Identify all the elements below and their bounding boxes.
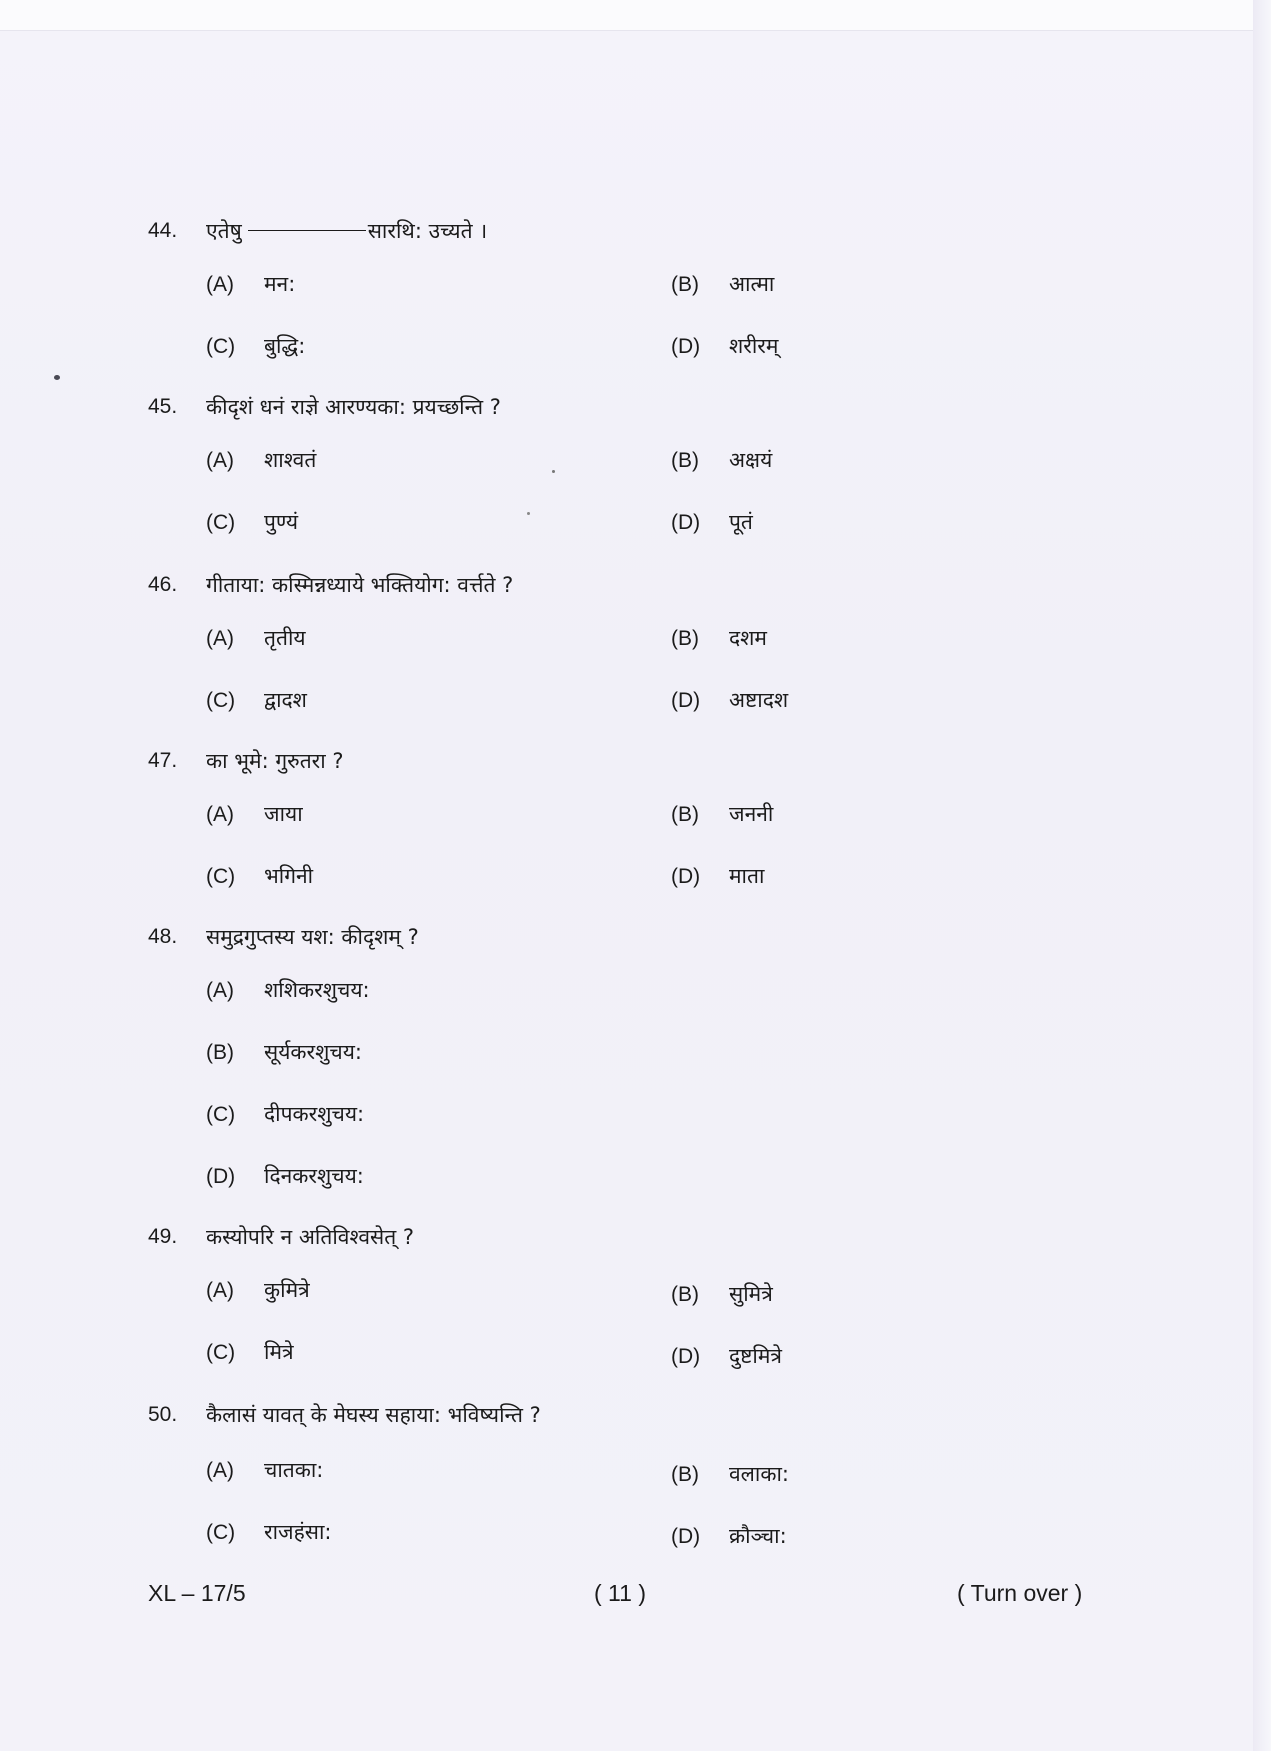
option-text: शरीरम् — [729, 334, 779, 358]
option-text: अष्टादश — [729, 688, 789, 712]
page-number: ( 11 ) — [594, 1580, 646, 1606]
scan-speck — [54, 375, 60, 380]
option-a — [206, 446, 316, 474]
scan-right-edge — [1253, 0, 1271, 1751]
option-b — [671, 270, 774, 298]
option-text: माता — [729, 864, 765, 888]
option-a — [206, 976, 370, 1004]
option-letter: (D) — [671, 1345, 701, 1368]
option-text: सूर्यकरशुचय: — [264, 1040, 362, 1064]
option-letter: (B) — [671, 449, 699, 472]
question-text: कीदृशं धनं राज्ञे आरण्यका: प्रयच्छन्ति ? — [206, 395, 501, 419]
option-letter: (A) — [206, 273, 234, 296]
option-text: सुमित्रे — [729, 1282, 773, 1306]
option-b — [671, 1460, 789, 1488]
footer-code: XL – 17/5 — [148, 1580, 246, 1606]
option-text: जाया — [264, 802, 303, 826]
question-number: 46. — [148, 573, 178, 596]
option-letter: (C) — [206, 865, 236, 888]
option-text: दशम — [729, 626, 767, 650]
option-d — [671, 1522, 787, 1550]
option-text: दुष्टमित्रे — [729, 1344, 783, 1368]
question-text: गीताया: कस्मिन्नध्याये भक्तियोग: वर्त्तते ? — [206, 573, 514, 597]
question-number: 45. — [148, 395, 178, 418]
option-c — [206, 862, 313, 890]
option-b — [671, 800, 773, 828]
question-text: का भूमे: गुरुतरा ? — [206, 749, 344, 773]
option-text: दिनकरशुचय: — [264, 1164, 364, 1188]
question-number: 50. — [148, 1403, 178, 1426]
question-text-before-blank: एतेषु — [206, 219, 242, 243]
option-letter: (C) — [206, 335, 236, 358]
option-letter: (C) — [206, 1521, 236, 1544]
option-text: शाश्वतं — [264, 448, 317, 472]
option-text: भगिनी — [264, 864, 314, 888]
option-letter: (A) — [206, 627, 234, 650]
question-text-after-blank: सारथि: उच्यते । — [367, 219, 488, 243]
option-letter: (D) — [671, 335, 701, 358]
option-letter: (D) — [671, 511, 701, 534]
option-text: मित्रे — [264, 1340, 294, 1364]
option-c — [206, 686, 307, 714]
option-b — [671, 624, 767, 652]
option-c — [206, 1100, 364, 1128]
scan-top-strip — [0, 0, 1271, 31]
option-letter: (A) — [206, 979, 234, 1002]
option-text: राजहंसा: — [264, 1520, 332, 1544]
option-text: तृतीय — [264, 626, 306, 650]
turn-over-label: ( Turn over ) — [957, 1580, 1083, 1606]
option-text: वलाका: — [729, 1462, 789, 1486]
option-letter: (A) — [206, 1459, 234, 1482]
option-a — [206, 270, 295, 298]
question-number: 48. — [148, 925, 178, 948]
option-letter: (B) — [671, 627, 699, 650]
question-text: कस्योपरि न अतिविश्वसेत् ? — [206, 1225, 415, 1249]
option-letter: (D) — [671, 865, 701, 888]
option-text: द्वादश — [264, 688, 307, 712]
question-number: 44. — [148, 219, 178, 242]
option-letter: (A) — [206, 449, 234, 472]
option-letter: (C) — [206, 689, 236, 712]
option-letter: (C) — [206, 1103, 236, 1126]
scan-speck — [527, 512, 530, 515]
option-letter: (B) — [206, 1041, 234, 1064]
option-d — [671, 1342, 782, 1370]
option-b — [206, 1038, 362, 1066]
option-text: क्रौञ्चा: — [729, 1524, 787, 1548]
scan-speck — [552, 470, 555, 473]
option-letter: (B) — [671, 1283, 699, 1306]
question-text: समुद्रगुप्तस्य यश: कीदृशम् ? — [206, 925, 419, 949]
question-number: 47. — [148, 749, 178, 772]
question-number: 49. — [148, 1225, 178, 1248]
question-text — [206, 217, 487, 245]
option-text: चातका: — [264, 1458, 324, 1482]
option-d — [671, 862, 764, 890]
option-c — [206, 1518, 331, 1546]
option-letter: (D) — [671, 1525, 701, 1548]
option-b — [671, 446, 772, 474]
option-text: पुण्यं — [264, 510, 299, 534]
option-letter: (D) — [206, 1165, 236, 1188]
option-d — [206, 1162, 364, 1190]
option-text: अक्षयं — [729, 448, 773, 472]
option-a — [206, 624, 306, 652]
fill-in-blank-line — [248, 230, 366, 231]
option-text: दीपकरशुचय: — [264, 1102, 365, 1126]
option-d — [671, 508, 753, 536]
option-c — [206, 1338, 294, 1366]
option-letter: (B) — [671, 273, 699, 296]
option-text: मन: — [264, 272, 296, 296]
option-a — [206, 1276, 310, 1304]
option-text: आत्मा — [729, 272, 775, 296]
option-a — [206, 800, 303, 828]
question-text: कैलासं यावत् के मेघस्य सहाया: भविष्यन्ति ? — [206, 1403, 541, 1427]
option-letter: (A) — [206, 803, 234, 826]
option-text: बुद्धि: — [264, 334, 306, 358]
option-letter: (B) — [671, 1463, 699, 1486]
option-d — [671, 332, 778, 360]
option-d — [671, 686, 788, 714]
option-text: कुमित्रे — [264, 1278, 310, 1302]
option-letter: (C) — [206, 511, 236, 534]
option-letter: (B) — [671, 803, 699, 826]
option-text: पूतं — [729, 510, 753, 534]
option-c — [206, 332, 305, 360]
option-c — [206, 508, 298, 536]
option-a — [206, 1456, 323, 1484]
option-b — [671, 1280, 773, 1308]
option-text: जननी — [729, 802, 774, 826]
option-letter: (A) — [206, 1279, 234, 1302]
option-text: शशिकरशुचय: — [264, 978, 370, 1002]
option-letter: (C) — [206, 1341, 236, 1364]
option-letter: (D) — [671, 689, 701, 712]
